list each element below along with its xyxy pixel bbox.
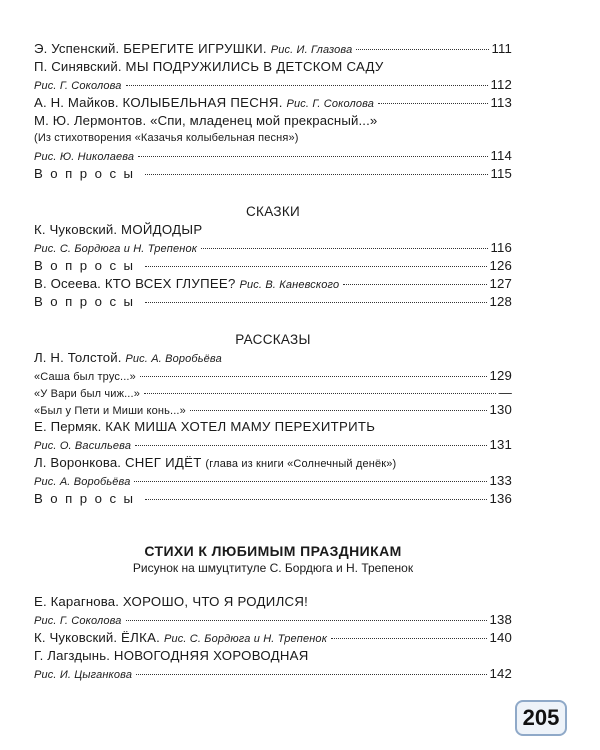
- entry-title: НОВОГОДНЯЯ ХОРОВОДНАЯ: [113, 648, 309, 663]
- entry-author: А. Н. Майков.: [34, 95, 119, 110]
- entry-illustrator: Рис. С. Бордюга и Н. Трепенок: [34, 243, 198, 255]
- dot-leader: [145, 174, 488, 175]
- dot-leader: [331, 638, 487, 639]
- page-ref: 116: [490, 240, 512, 255]
- toc-entry-illustrator-line: [34, 436, 512, 454]
- entry-illustrator: Рис. Г. Соколова: [34, 80, 122, 92]
- section-heading-holidays: СТИХИ К ЛЮБИМЫМ ПРАЗДНИКАМ: [144, 543, 402, 559]
- page-ref: 140: [489, 630, 512, 645]
- page-ref: 111: [491, 41, 512, 56]
- entry-title: КАК МИША ХОТЕЛ МАМУ ПЕРЕХИТРИТЬ: [105, 419, 376, 434]
- dot-leader: [343, 284, 486, 285]
- entry-note: (глава из книги «Солнечный денёк»): [205, 458, 397, 470]
- entry-title: «Саша был трус...»: [34, 371, 136, 383]
- dot-leader: [138, 156, 487, 157]
- entry-illustrator: Рис. С. Бордюга и Н. Трепенок: [163, 633, 328, 645]
- toc-entry: [34, 94, 512, 112]
- toc-entry: [34, 647, 512, 665]
- dot-leader: [145, 499, 487, 500]
- entry-author: В. Осеева.: [34, 276, 101, 291]
- toc-subentry: [34, 384, 512, 401]
- entry-illustrator: Рис. Г. Соколова: [286, 98, 375, 110]
- toc-entry: [34, 58, 512, 76]
- dot-leader: [126, 620, 487, 621]
- page-ref: 126: [489, 258, 512, 273]
- toc-questions: [34, 293, 512, 311]
- page-ref: 138: [489, 612, 512, 627]
- entry-title: ХОРОШО, ЧТО Я РОДИЛСЯ!: [122, 594, 309, 609]
- entry-illustrator: Рис. Ю. Николаева: [34, 151, 135, 163]
- entry-author: Г. Лагздынь.: [34, 648, 111, 663]
- page-ref: 128: [489, 294, 512, 309]
- entry-illustrator: Рис. В. Каневского: [239, 279, 340, 291]
- page-number: 205: [515, 700, 567, 736]
- entry-title: СНЕГ ИДЁТ: [124, 455, 202, 470]
- dot-leader: [140, 376, 487, 377]
- toc-entry: [34, 593, 512, 611]
- toc-entry: [34, 221, 512, 239]
- entry-author: М. Ю. Лермонтов.: [34, 113, 147, 128]
- page-ref: 142: [489, 666, 512, 681]
- page-ref: 129: [489, 368, 512, 383]
- toc-entry-illustrator-line: [34, 665, 512, 683]
- dot-leader: [356, 49, 488, 50]
- entry-author: Л. Н. Толстой.: [34, 350, 122, 365]
- toc-entry: [34, 454, 512, 472]
- toc-entry: [34, 349, 512, 367]
- entry-author: К. Чуковский.: [34, 630, 118, 645]
- entry-illustrator: Рис. Г. Соколова: [34, 615, 122, 627]
- questions-label: Вопросы: [34, 258, 141, 273]
- toc-questions: [34, 490, 512, 508]
- dot-leader: [144, 393, 496, 394]
- dot-leader: [136, 674, 486, 675]
- page-ref: 114: [490, 148, 512, 163]
- toc-subentry: [34, 367, 512, 384]
- toc-entry-illustrator-line: [34, 147, 512, 165]
- entry-author: Л. Воронкова.: [34, 455, 122, 470]
- questions-label: Вопросы: [34, 166, 141, 181]
- section-heading-skazki: СКАЗКИ: [246, 204, 300, 219]
- dot-leader: [201, 248, 487, 249]
- entry-illustrator: Рис. И. Цыганкова: [34, 669, 133, 681]
- page-ref: 113: [490, 95, 512, 110]
- section-heading-rasskazy: РАССКАЗЫ: [235, 332, 311, 347]
- page-ref: 136: [489, 491, 512, 506]
- page-ref: 131: [489, 437, 512, 452]
- entry-title: ЁЛКА.: [121, 630, 161, 645]
- toc-entry: [34, 629, 512, 647]
- toc-questions: [34, 165, 512, 183]
- page-ref: 133: [489, 473, 512, 488]
- entry-title: «Был у Пети и Миши конь...»: [34, 405, 186, 417]
- toc-entry-note: [34, 130, 512, 147]
- section-subtitle: Рисунок на шмуцтитуле С. Бордюга и Н. Трепенок: [132, 561, 414, 575]
- dot-leader: [378, 103, 487, 104]
- toc-questions: [34, 257, 512, 275]
- dot-leader: [126, 85, 488, 86]
- entry-author: Э. Успенский.: [34, 41, 120, 56]
- page-ref: 112: [490, 77, 512, 92]
- entry-title: МОЙДОДЫР: [121, 222, 203, 237]
- questions-label: Вопросы: [34, 491, 141, 506]
- entry-illustrator: Рис. А. Воробьёва: [125, 353, 222, 365]
- toc-entry-illustrator-line: [34, 472, 512, 490]
- entry-title: БЕРЕГИТЕ ИГРУШКИ.: [123, 41, 267, 56]
- toc-entry-illustrator-line: [34, 239, 512, 257]
- dot-leader: [145, 302, 487, 303]
- toc-entry-illustrator-line: [34, 76, 512, 94]
- entry-title: КТО ВСЕХ ГЛУПЕЕ?: [104, 276, 236, 291]
- toc-entry: [34, 275, 512, 293]
- entry-title: КОЛЫБЕЛЬНАЯ ПЕСНЯ.: [122, 95, 283, 110]
- entry-author: Е. Пермяк.: [34, 419, 102, 434]
- entry-illustrator: Рис. О. Васильева: [34, 440, 132, 452]
- entry-author: К. Чуковский.: [34, 222, 118, 237]
- dot-leader: [145, 266, 487, 267]
- dot-leader: [190, 410, 487, 411]
- entry-illustrator: Рис. А. Воробьёва: [34, 476, 131, 488]
- entry-title: «У Вари был чиж...»: [34, 388, 140, 400]
- dot-leader: [135, 445, 486, 446]
- page-ref: 115: [490, 166, 512, 181]
- questions-label: Вопросы: [34, 294, 141, 309]
- page-ref: 127: [489, 276, 512, 291]
- toc-entry: [34, 40, 512, 58]
- page-ref: 130: [489, 402, 512, 417]
- entry-note: (Из стихотворения «Казачья колыбельная песня»): [34, 132, 299, 144]
- entry-author: П. Синявский.: [34, 59, 122, 74]
- toc-entry: [34, 112, 512, 130]
- toc-entry: [34, 418, 512, 436]
- page-ref: —: [498, 385, 512, 400]
- entry-title: «Спи, младенец мой прекрасный...»: [150, 113, 378, 128]
- entry-author: Е. Карагнова.: [34, 594, 120, 609]
- table-of-contents: [34, 40, 512, 683]
- entry-title: МЫ ПОДРУЖИЛИСЬ В ДЕТСКОМ САДУ: [125, 59, 384, 74]
- entry-illustrator: Рис. И. Глазова: [270, 44, 353, 56]
- toc-subentry: [34, 401, 512, 418]
- toc-entry-illustrator-line: [34, 611, 512, 629]
- dot-leader: [134, 481, 486, 482]
